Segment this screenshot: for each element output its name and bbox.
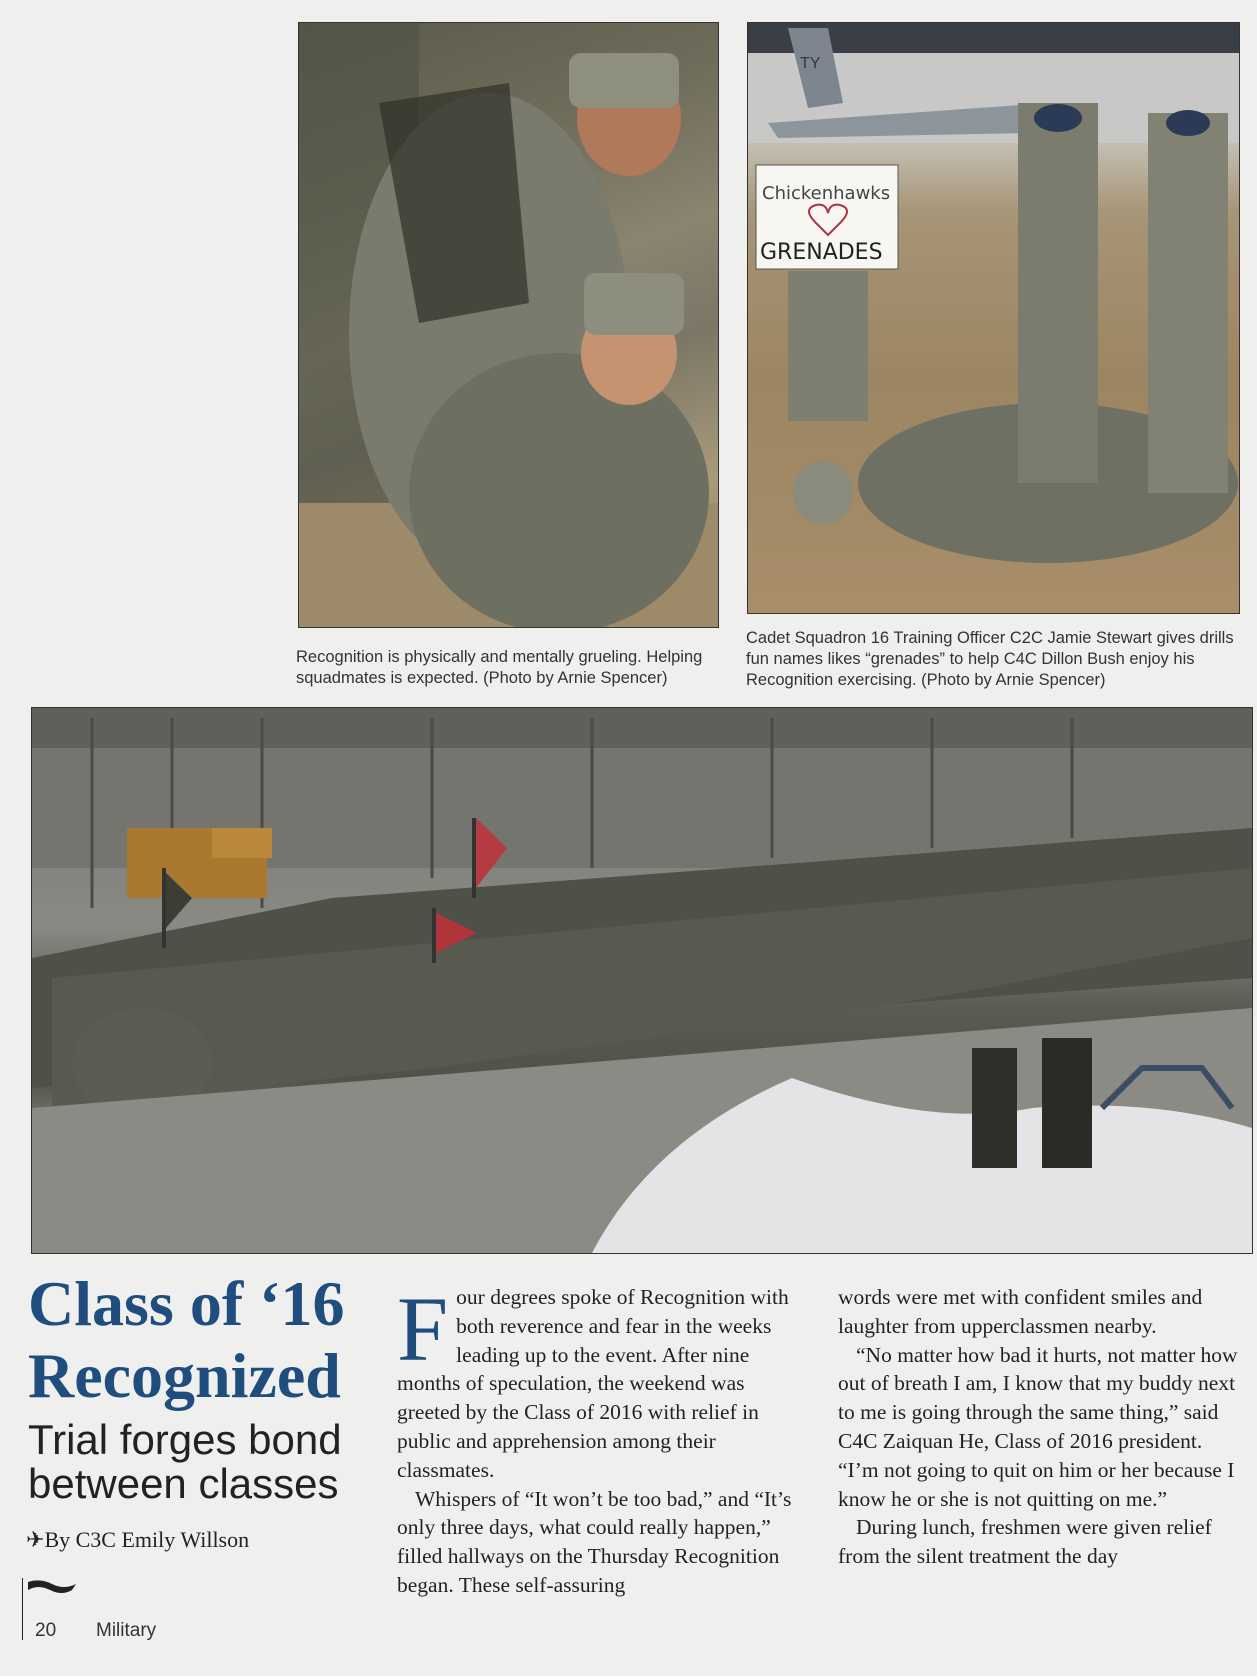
article-paragraph-1 bbox=[397, 1278, 805, 1485]
section-name: Military bbox=[96, 1620, 157, 1641]
article-column-1 bbox=[397, 1278, 805, 1600]
plane-icon: ✈ bbox=[26, 1527, 45, 1552]
article-byline bbox=[26, 1527, 249, 1553]
photo-snow-formation-illustration bbox=[32, 708, 1252, 1253]
sign-text-chickenhawks: Chickenhawks bbox=[762, 183, 891, 204]
article-subtitle bbox=[28, 1418, 368, 1506]
page-number: 20 bbox=[35, 1620, 57, 1641]
article-subtitle-line2: between classes bbox=[28, 1460, 339, 1507]
article-subtitle-line1: Trial forges bond bbox=[28, 1416, 342, 1463]
article-column-2 bbox=[838, 1283, 1248, 1571]
photo-snow-formation bbox=[31, 707, 1253, 1254]
photo-squadron-drills bbox=[747, 22, 1240, 614]
flag-icon bbox=[26, 1578, 78, 1605]
photo-squadron-drills-illustration bbox=[748, 23, 1239, 613]
article-paragraph-1-text: our degrees spoke of Recognition with both reverence and fear in the weeks leading up to the event. After nine months of speculation, the weekend was greeted by the Class of 2016 with relief in public and apprehension among their classmates. bbox=[397, 1285, 789, 1482]
byline-text: By C3C Emily Willson bbox=[44, 1527, 250, 1552]
folio-rule bbox=[22, 1578, 23, 1640]
article-paragraph-4: “No matter how bad it hurts, not matter how out of breath I am, I know that my buddy next to me is going through the same thing,” said C4C Zaiquan He, Class of 2016 president. “I’m not going to quit on him or her because I know he or she is not quitting on me.” bbox=[838, 1342, 1238, 1511]
article-title-line2: Recognized bbox=[28, 1340, 341, 1411]
article-title-line1: Class of ‘16 bbox=[28, 1268, 345, 1339]
sign-text-grenades: GRENADES bbox=[760, 240, 883, 265]
article-paragraph-2: Whispers of “It won’t be too bad,” and “It’s only three days, what could really happen,” filled hallways on the Thursday Recognition began. These self-assuring bbox=[397, 1486, 792, 1597]
jet-tail-code: TY bbox=[800, 55, 821, 72]
drop-cap: F bbox=[397, 1278, 449, 1380]
photo-cadets-helping-illustration bbox=[299, 23, 718, 627]
article-paragraph-3: words were met with confident smiles and laughter from upperclassmen nearby. bbox=[838, 1285, 1203, 1338]
photo-caption-left: Recognition is physically and mentally grueling. Helping squadmates is expected. (Photo by Arnie Spencer) bbox=[296, 648, 703, 687]
article-paragraph-5: During lunch, freshmen were given relief from the silent treatment the day bbox=[838, 1515, 1212, 1569]
article-title bbox=[28, 1268, 388, 1412]
photo-cadets-helping bbox=[298, 22, 719, 628]
photo-caption-right: Cadet Squadron 16 Training Officer C2C Jamie Stewart gives drills fun names likes “grenades” to help C4C Dillon Bush enjoy his Recognition exercising. (Photo by Arnie Spencer) bbox=[746, 629, 1234, 689]
